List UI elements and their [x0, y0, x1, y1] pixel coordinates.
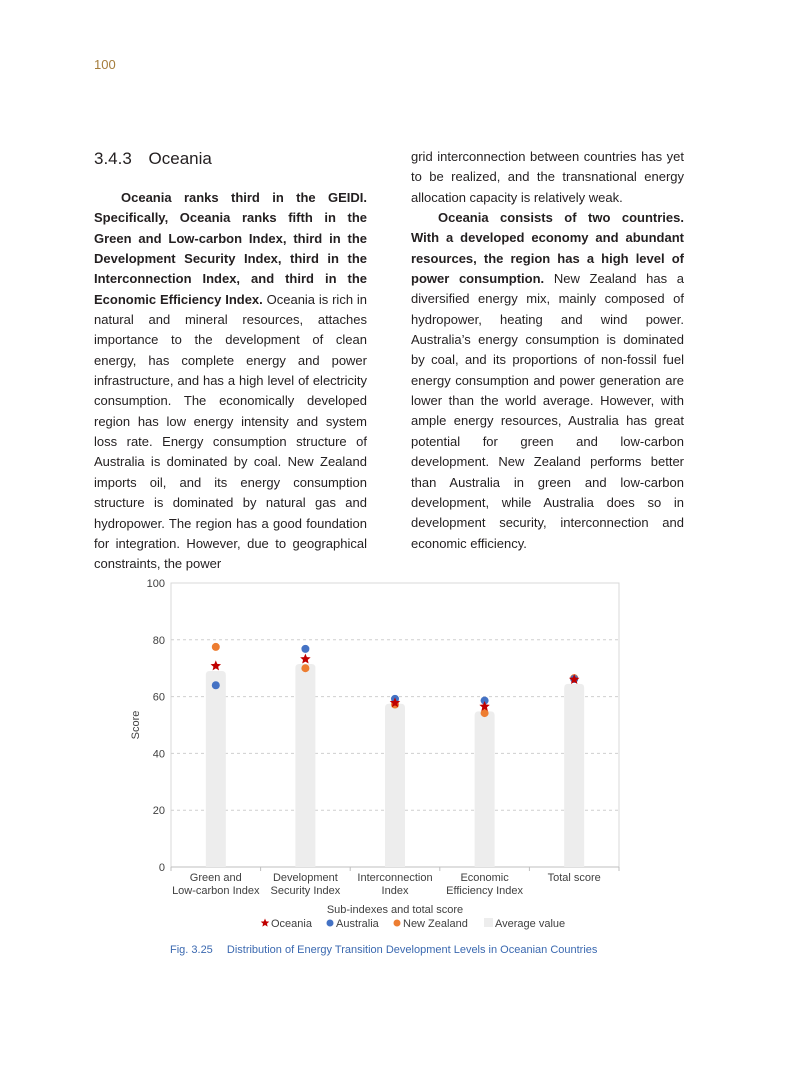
- x-tick-label: Development: [272, 872, 338, 884]
- section-number: 3.4.3: [94, 149, 132, 168]
- y-axis-label: Score: [130, 710, 142, 740]
- legend-oceania-star-icon: [261, 919, 270, 927]
- y-tick-label: 0: [158, 862, 165, 874]
- y-tick-label: 80: [152, 634, 165, 647]
- legend-australia-dot-icon: [327, 920, 334, 927]
- paragraph-1-text: Oceania is rich in natural and mineral resources, attaches importance to the development of clean energy, has complete energy and power infrastructure, and has a high level of electricity consumption. The economically developed region has low energy intensity and system loss rate. Energy consumption structure of Australia is dominated by coal. New Zealand imports oil, and its energy consumption structure is dominated by natural gas and hydropower. The region has a good foundation for integration. However, due to geographical constraints, the power: [94, 291, 367, 572]
- x-axis-label: Sub-indexes and total score: [326, 904, 464, 916]
- new-zealand-dot-marker: [301, 664, 309, 672]
- figure-number: Fig. 3.25: [170, 944, 213, 956]
- paragraph-1-bold: Oceania ranks third in the GEIDI. Specifically, Oceania ranks fifth in the Green and Low-carbon Index, third in the Development Security Index, third in the Interconnection Index, and third in the Economic Efficiency Index.: [94, 190, 367, 307]
- x-tick-label: Efficiency Index: [446, 885, 524, 897]
- legend-new-zealand-dot-icon: [394, 920, 401, 927]
- paragraph-2-bold: Oceania consists of two countries. With a developed economy and abundant resources, the region has a high level of power consumption.: [411, 210, 684, 287]
- y-tick-label: 100: [146, 578, 165, 590]
- section-title: Oceania: [148, 149, 212, 168]
- australia-dot-marker: [212, 681, 220, 689]
- figure-caption: [170, 944, 597, 956]
- chart-canvas: [0, 570, 793, 970]
- x-tick-label: Green and: [189, 872, 242, 884]
- left-column: [94, 188, 367, 575]
- section-heading: [94, 149, 212, 169]
- paragraph-1-continued: grid interconnection between countries has yet to be realized, and the transnational energy allocation capacity is relatively weak.: [411, 149, 684, 205]
- legend-average-label: Average value: [495, 918, 566, 930]
- legend-australia-label: Australia: [336, 918, 379, 930]
- x-tick-label: Total score: [547, 872, 601, 884]
- new-zealand-dot-marker: [212, 643, 220, 651]
- right-column: [411, 147, 684, 554]
- y-tick-label: 60: [152, 691, 165, 704]
- y-tick-label: 40: [152, 748, 165, 761]
- page-number: 100: [94, 57, 116, 72]
- figure-caption-text: Distribution of Energy Transition Development Levels in Oceanian Countries: [226, 944, 598, 956]
- legend-oceania-label: Oceania: [271, 918, 312, 930]
- average-bar: [295, 664, 315, 867]
- average-bar: [385, 704, 405, 867]
- paragraph-2-text: New Zealand has a diversified energy mix, mainly composed of hydropower, heating and wind power. Australia’s energy consumption is dominated by coal, and its proportions of non-fossil fuel energy consumption and power generation are lower than the world average. However, with ample energy resources, Australia has great potential for green and low-carbon development. New Zealand performs better than Australia in green and low-carbon development, while Australia does so in development security, interconnection and economic efficiency.: [411, 271, 684, 551]
- paragraph-2: [411, 208, 684, 554]
- paragraph-1: [94, 188, 367, 575]
- average-bar: [206, 671, 226, 867]
- x-tick-label: Security Index: [270, 885, 341, 897]
- x-tick-label: Economic: [460, 872, 509, 884]
- energy-transition-chart: [0, 570, 793, 970]
- average-bar: [564, 684, 584, 867]
- legend-average-swatch-icon: [484, 918, 493, 927]
- y-tick-label: 20: [152, 805, 165, 818]
- australia-dot-marker: [301, 645, 309, 653]
- legend-new-zealand-label: New Zealand: [403, 918, 468, 930]
- x-tick-label: Low-carbon Index: [172, 885, 260, 897]
- x-tick-label: Index: [381, 885, 409, 897]
- x-tick-label: Interconnection: [357, 872, 433, 884]
- average-bar: [475, 711, 495, 867]
